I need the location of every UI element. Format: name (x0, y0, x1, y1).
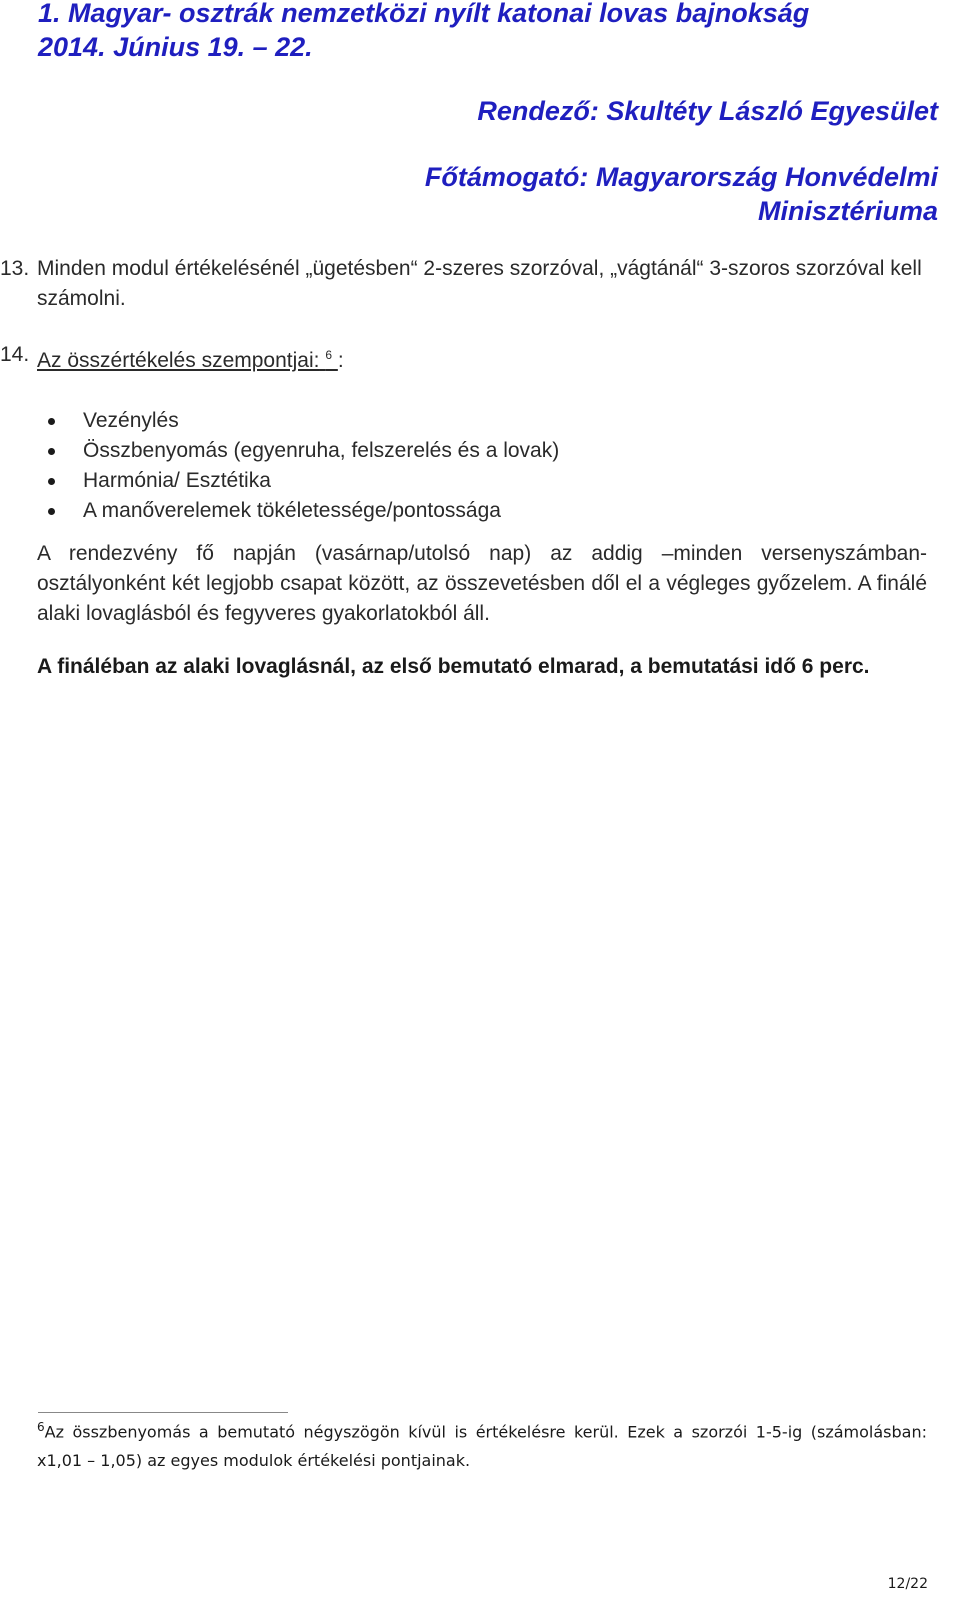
item-14-label (37, 349, 338, 372)
footnote-marker: 6 (37, 1420, 45, 1434)
footnote-text: Az összbenyomás a bemutató négyszögön kívül is értékelésre kerül. Ezek a szorzói 1-5-ig (számolásban: x1,01 – 1,05) az egyes modulok értékelési pontjainak. (37, 1422, 927, 1471)
item-13 (0, 254, 930, 314)
paragraph-final-rules: A fináléban az alaki lovaglásnál, az első bemutató elmarad, a bemutatási idő 6 perc. (37, 655, 870, 678)
criteria-text: A manőverelemek tökéletessége/pontossága (83, 499, 501, 522)
page-number: 12/22 (887, 1576, 928, 1592)
criteria-text: Vezénylés (83, 409, 179, 432)
criteria-list (40, 406, 559, 526)
item-13-number: 13. (0, 257, 30, 280)
bullet-icon (48, 448, 55, 455)
organizer: Rendező: Skultéty László Egyesület (477, 96, 938, 126)
title-line-2: 2014. Június 19. – 22. (38, 32, 313, 62)
bullet-icon (48, 478, 55, 485)
bullet-icon (48, 508, 55, 515)
bullet-icon (48, 418, 55, 425)
item-14-label-text: Az összértékelés szempontjai: (37, 349, 320, 372)
item-14 (0, 340, 930, 376)
footnote (37, 1413, 927, 1475)
sponsor-line-2: Minisztériuma (757, 196, 938, 226)
item-14-colon: : (337, 349, 344, 372)
item-14-number: 14. (0, 343, 30, 366)
list-item (40, 436, 559, 466)
title-line-1: 1. Magyar- osztrák nemzetközi nyílt katonai lovas bajnokság (38, 0, 810, 28)
footnote-ref[interactable]: 6 (325, 348, 332, 362)
sponsor-line-1: Főtámogató: Magyarország Honvédelmi (424, 162, 938, 192)
criteria-text: Összbenyomás (egyenruha, felszerelés és a lovak) (83, 439, 560, 462)
item-13-text: Minden modul értékelésénél „ügetésben“ 2-szeres szorzóval, „vágtánál“ 3-szoros szorzóval kell számolni. (37, 257, 922, 310)
list-item (40, 406, 559, 436)
list-item (40, 496, 559, 526)
paragraph-final-day: A rendezvény fő napján (vasárnap/utolsó nap) az addig –minden versenyszámban- osztályonként két legjobb csapat között, az összevetésben dől el a végleges győzelem. A finálé alaki lovaglásból és fegyveres gyakorlatokból áll. (37, 542, 927, 625)
criteria-text: Harmónia/ Esztétika (83, 469, 271, 492)
list-item (40, 466, 559, 496)
